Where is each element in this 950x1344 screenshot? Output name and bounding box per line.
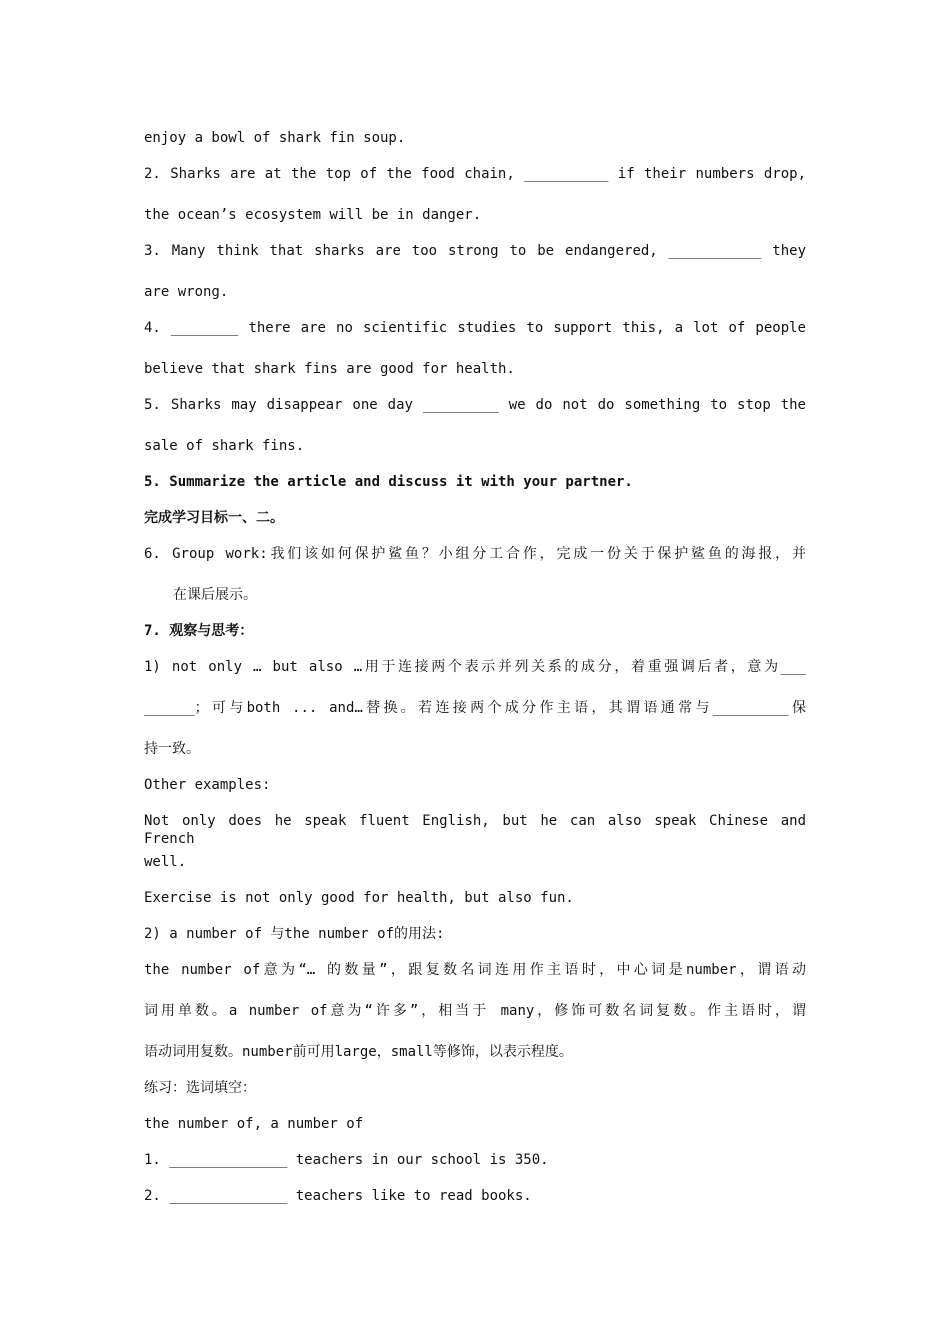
text-line: ______；可与both ... and…替换。若连接两个成分作主语，其谓语通常与_________保 <box>144 700 806 716</box>
examples-heading: Other examples: <box>144 777 271 793</box>
section-heading-goals: 完成学习目标一、二。 <box>144 510 284 526</box>
text-line: well. <box>144 854 187 870</box>
text-line: 持一致。 <box>144 741 200 757</box>
practice-item-1: 1. ______________ teachers in our school is 350. <box>144 1152 549 1168</box>
text-line: the ocean’s ecosystem will be in danger. <box>144 207 482 223</box>
grammar-explanation: the number of意为“… 的数量”，跟复数名词连用作主语时，中心词是number，谓语动 <box>144 962 806 978</box>
text-line: 词用单数。a number of意为“许多”，相当于 many，修饰可数名词复数。作主语时，谓 <box>144 1003 806 1019</box>
text-line: 在课后展示。 <box>173 587 257 603</box>
text-line: 语动词用复数。number前可用large，small等修饰，以表示程度。 <box>144 1044 573 1060</box>
grammar-note-1: 1) not only … but also …用于连接两个表示并列关系的成分，着重强调后者，意为___ <box>144 659 806 675</box>
exercise-item-5: 5. Sharks may disappear one day _________ we do not do something to stop the <box>144 397 806 413</box>
text-line: are wrong. <box>144 284 229 300</box>
text-line: sale of shark fins. <box>144 438 305 454</box>
practice-heading: 练习：选词填空： <box>144 1080 256 1096</box>
text-line: enjoy a bowl of shark fin soup. <box>144 130 406 146</box>
exercise-item-4: 4. ________ there are no scientific studies to support this, a lot of people <box>144 320 806 336</box>
exercise-item-2: 2. Sharks are at the top of the food chain, __________ if their numbers drop, <box>144 166 806 182</box>
text-line: believe that shark fins are good for health. <box>144 361 515 377</box>
group-work-task: 6. Group work:我们该如何保护鲨鱼？小组分工合作，完成一份关于保护鲨鱼的海报，并 <box>144 546 806 562</box>
example-sentence: Exercise is not only good for health, but also fun. <box>144 890 574 906</box>
word-options: the number of, a number of <box>144 1116 364 1132</box>
exercise-item-3: 3. Many think that sharks are too strong to be endangered, ___________ they <box>144 243 806 259</box>
section-heading-summarize: 5. Summarize the article and discuss it with your partner. <box>144 474 633 490</box>
section-heading-observe: 7. 观察与思考： <box>144 623 254 639</box>
example-sentence: Not only does he speak fluent English, but he can also speak Chinese and French <box>144 813 806 847</box>
practice-item-2: 2. ______________ teachers like to read books. <box>144 1188 532 1204</box>
grammar-note-2: 2) a number of 与the number of的用法: <box>144 926 445 942</box>
